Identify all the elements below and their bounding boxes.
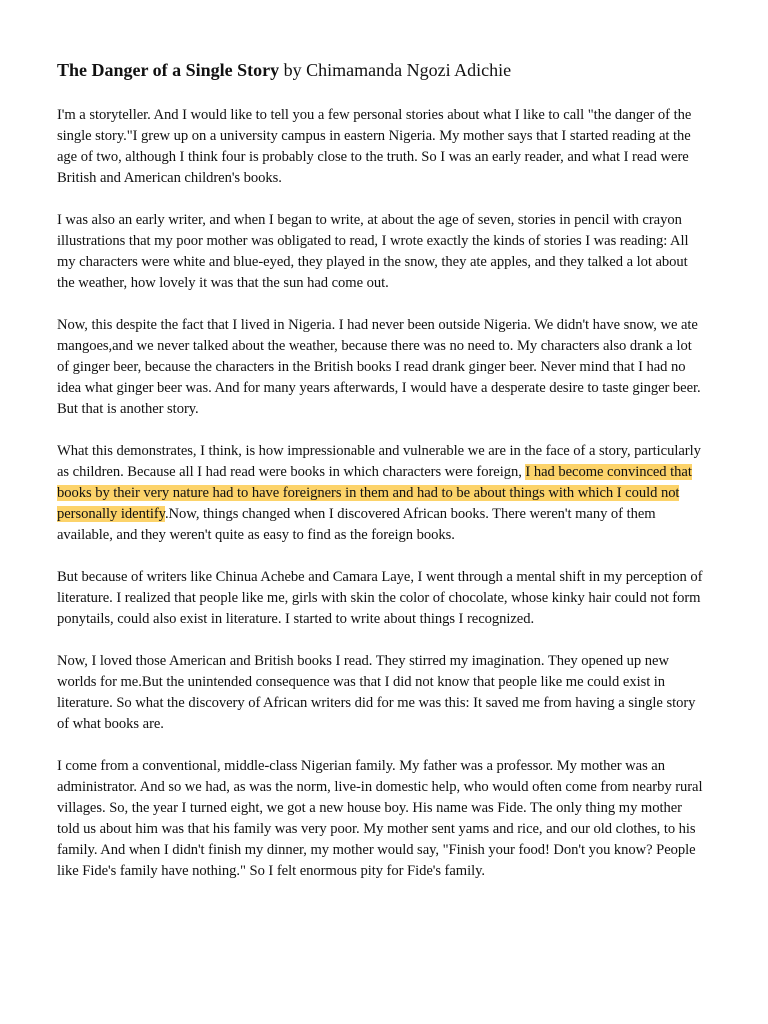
- paragraph-7: I come from a conventional, middle-class Nigerian family. My father was a professor. My mother was an administrator. And so we had, as was the norm, live-in domestic help, who would often come from nearby rural villages. So, the year I turned eight, we got a new house boy. His name was Fide. The only thing my mother told us about him was that his family was very poor. My mother sent yams and rice, and our old clothes, to his family. And when I didn't finish my dinner, my mother would say, "Finish your food! Don't you know? People like Fide's family have nothing." So I felt enormous pity for Fide's family.: [57, 758, 703, 879]
- document-title: [57, 58, 707, 82]
- paragraph-4-before: What this demonstrates, I think, is how impressionable and vulnerable we are in the face of a story, particularly as children. Because all I had read were books in which characters were foreign,: [57, 443, 701, 480]
- paragraph-4: [57, 441, 707, 546]
- paragraph-1: I'm a storyteller. And I would like to tell you a few personal stories about what I like to call "the danger of the single story."I grew up on a university campus in eastern Nigeria. My mother says that I started reading at the age of two, although I think four is probably close to the truth. So I was an early reader, and what I read were British and American children's books.: [57, 107, 692, 186]
- paragraph-3: Now, this despite the fact that I lived in Nigeria. I had never been outside Nigeria. We didn't have snow, we ate mangoes,and we never talked about the weather, because there was no need to. My characters also drank a lot of ginger beer, because the characters in the British books I read drank ginger beer. Never mind that I had no idea what ginger beer was. And for many years afterwards, I would have a desperate desire to taste ginger beer. But that is another story.: [57, 317, 701, 417]
- paragraph-4-after: .Now, things changed when I discovered African books. There weren't many of them available, and they weren't quite as easy to find as the foreign books.: [57, 506, 656, 543]
- paragraph-2: I was also an early writer, and when I began to write, at about the age of seven, stories in pencil with crayon illustrations that my poor mother was obligated to read, I wrote exactly the kinds of stories I was reading: All my characters were white and blue-eyed, they played in the snow, they ate apples, and they talked a lot about the weather, how lovely it was that the sun had come out.: [57, 212, 689, 291]
- title-author: by Chimamanda Ngozi Adichie: [279, 60, 512, 80]
- title-main: The Danger of a Single Story: [57, 60, 280, 80]
- document-page: [57, 58, 707, 903]
- highlighted-text[interactable]: I had become convinced that books by their very nature had to have foreigners in them and had to be about things with which I could not personally identify: [57, 464, 692, 522]
- paragraph-6: Now, I loved those American and British books I read. They stirred my imagination. They opened up new worlds for me.But the unintended consequence was that I did not know that people like me could exist in literature. So what the discovery of African writers did for me was this: It saved me from having a single story of what books are.: [57, 653, 696, 732]
- paragraph-5: But because of writers like Chinua Achebe and Camara Laye, I went through a mental shift in my perception of literature. I realized that people like me, girls with skin the color of chocolate, whose kinky hair could not form ponytails, could also exist in literature. I started to write about things I recognized.: [57, 569, 703, 627]
